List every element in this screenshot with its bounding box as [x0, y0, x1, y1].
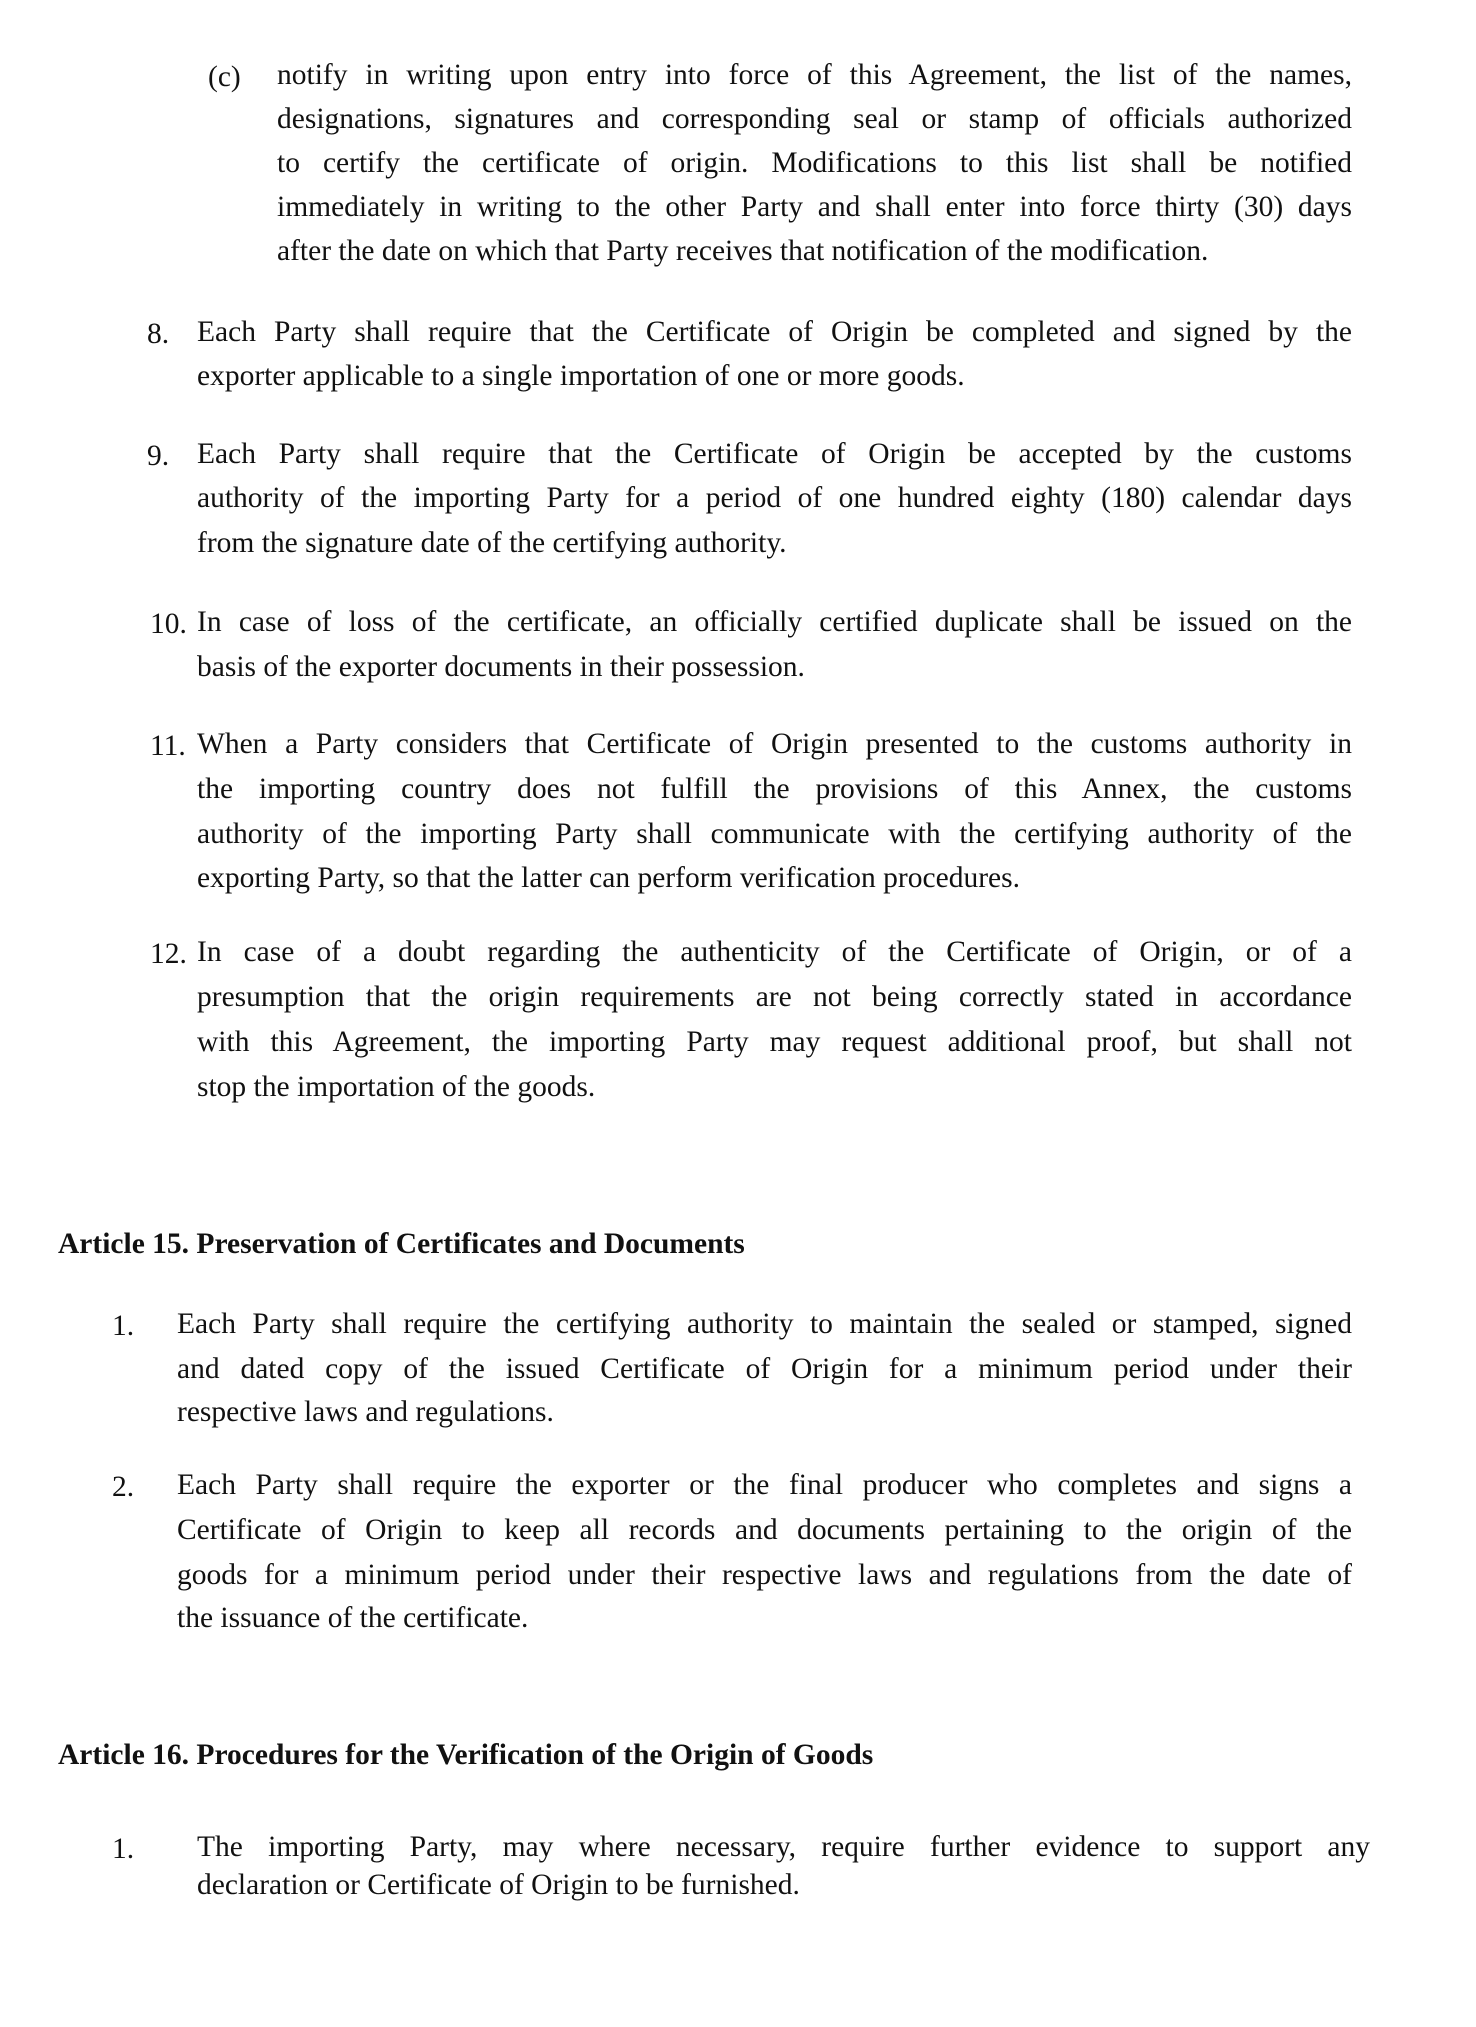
item-number: 12.: [150, 938, 187, 970]
text-line: exporter applicable to a single importation of one or more goods.: [197, 360, 965, 392]
text-line: to certify the certificate of origin. Modifications to this list shall be notified: [277, 147, 1352, 179]
text-line: When a Party considers that Certificate of Origin presented to the customs authority in: [197, 728, 1352, 760]
item-number: 10.: [150, 608, 187, 640]
text-line: In case of a doubt regarding the authenticity of the Certificate of Origin, or of a: [197, 936, 1352, 968]
text-line: The importing Party, may where necessary, require further evidence to support any: [197, 1831, 1370, 1863]
text-line: Each Party shall require the exporter or the final producer who completes and signs a: [177, 1469, 1352, 1501]
text-line: respective laws and regulations.: [177, 1396, 554, 1428]
text-line: stop the importation of the goods.: [197, 1071, 596, 1103]
text-line: authority of the importing Party for a period of one hundred eighty (180) calendar days: [197, 482, 1352, 514]
text-line: designations, signatures and corresponding seal or stamp of officials authorized: [277, 103, 1352, 135]
text-line: the issuance of the certificate.: [177, 1602, 529, 1634]
item-number: 8.: [147, 318, 170, 350]
text-line: from the signature date of the certifying authority.: [197, 527, 787, 559]
text-line: with this Agreement, the importing Party may request additional proof, but shall not: [197, 1026, 1352, 1058]
item-number: 1.: [112, 1310, 135, 1342]
text-line: In case of loss of the certificate, an officially certified duplicate shall be issued on the: [197, 606, 1352, 638]
sub-item-label: (c): [208, 61, 241, 93]
text-line: basis of the exporter documents in their possession.: [197, 651, 805, 683]
text-line: goods for a minimum period under their respective laws and regulations from the date of: [177, 1559, 1352, 1591]
text-line: and dated copy of the issued Certificate of Origin for a minimum period under their: [177, 1353, 1352, 1385]
article-15-heading: Article 15. Preservation of Certificates and Documents: [58, 1228, 745, 1260]
text-line: Each Party shall require that the Certificate of Origin be completed and signed by the: [197, 316, 1352, 348]
text-line: the importing country does not fulfill the provisions of this Annex, the customs: [197, 773, 1352, 805]
text-line: authority of the importing Party shall communicate with the certifying authority of the: [197, 818, 1352, 850]
item-number: 9.: [147, 440, 170, 472]
item-number: 1.: [112, 1833, 135, 1865]
text-line: Each Party shall require that the Certificate of Origin be accepted by the customs: [197, 438, 1352, 470]
text-line: immediately in writing to the other Party and shall enter into force thirty (30) days: [277, 191, 1352, 223]
text-line: presumption that the origin requirements are not being correctly stated in accordance: [197, 981, 1352, 1013]
text-line: declaration or Certificate of Origin to be furnished.: [197, 1869, 800, 1901]
item-number: 2.: [112, 1471, 135, 1503]
text-line: after the date on which that Party receives that notification of the modification.: [277, 235, 1209, 267]
text-line: exporting Party, so that the latter can perform verification procedures.: [197, 862, 1020, 894]
article-16-heading: Article 16. Procedures for the Verification of the Origin of Goods: [58, 1739, 874, 1771]
text-line: Each Party shall require the certifying authority to maintain the sealed or stamped, signed: [177, 1308, 1352, 1340]
item-number: 11.: [150, 730, 186, 762]
text-line: notify in writing upon entry into force of this Agreement, the list of the names,: [277, 59, 1352, 91]
text-line: Certificate of Origin to keep all records and documents pertaining to the origin of the: [177, 1514, 1352, 1546]
